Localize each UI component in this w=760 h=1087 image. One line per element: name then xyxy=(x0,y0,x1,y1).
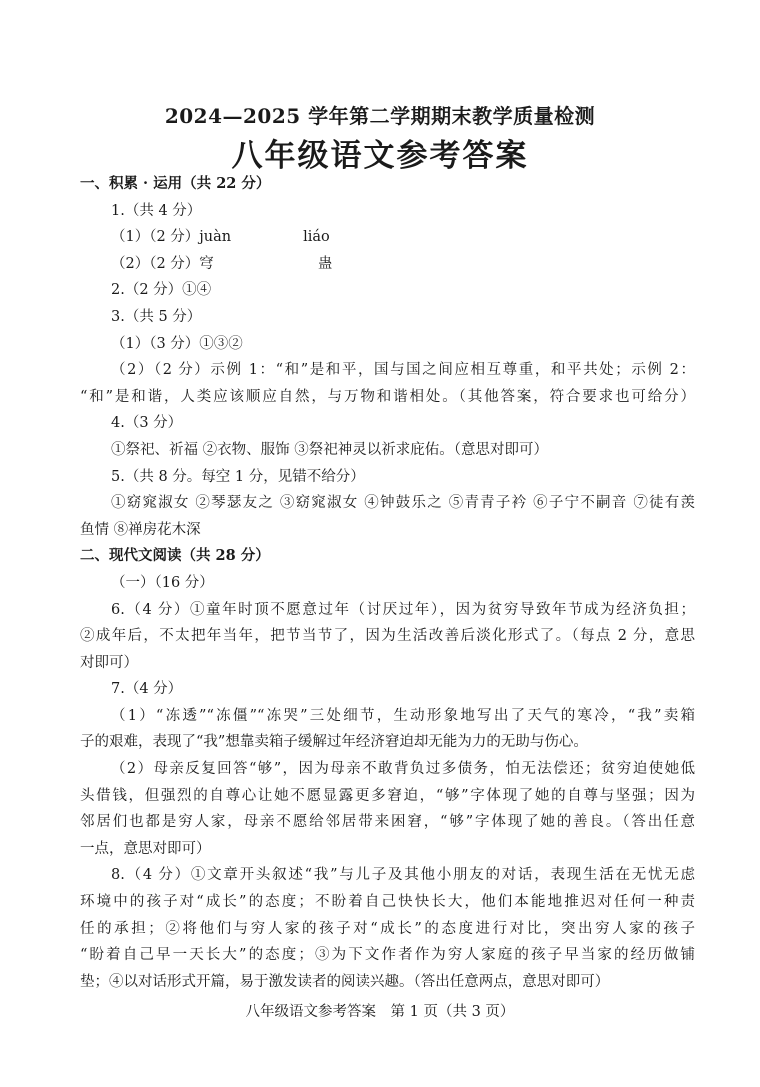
q4-answer: ①祭祀、祈福 ②衣物、服饰 ③祭祀神灵以祈求庇佑。（意思对即可） xyxy=(111,441,548,458)
q4-header: 4.（3 分） xyxy=(111,415,183,432)
q1-header: 1.（共 4 分） xyxy=(111,202,202,219)
q2-answer: 2.（2 分）①④ xyxy=(111,282,212,299)
q7-part1-line2: 子的艰难，表现了“我”想靠卖箱子缓解过年经济窘迫却无能为力的无助与伤心。 xyxy=(80,734,588,751)
q3-header: 3.（共 5 分） xyxy=(111,308,202,325)
q5-answer-line2: 鱼情 ⑧禅房花木深 xyxy=(80,521,201,538)
q7-header: 7.（4 分） xyxy=(111,681,183,698)
page-footer: 八年级语文参考答案 第 1 页（共 3 页） xyxy=(245,1004,515,1020)
q8-line2: 环境中的孩子对“成长”的态度；不盼着自己快快长大，他们本能地推迟对任何一种责 xyxy=(80,894,695,911)
q6-line1: 6.（4 分）①童年时顶不愿意过年（讨厌过年），因为贫穷导致年节成为经济负担； xyxy=(111,601,695,618)
q8-line4: “盼着自己早一天长大”的态度；③为下文作者作为穷人家庭的孩子早当家的经历做铺 xyxy=(80,947,695,964)
q7-part2-line2: 头借钱，但强烈的自尊心让她不愿显露更多窘迫，“够”字体现了她的自尊与坚强；因为 xyxy=(80,787,695,804)
document-title: 八年级语文参考答案 xyxy=(231,138,529,174)
section-heading-1: 一、积累 · 运用（共 22 分） xyxy=(80,175,271,192)
q7-part2-line1: （2）母亲反复回答“够”，因为母亲不敢背负过多债务，怕无法偿还；贫穷迫使她低 xyxy=(111,761,695,778)
q8-line3: 任的承担；②将他们与穷人家的孩子对“成长”的态度进行对比，突出穷人家的孩子 xyxy=(80,920,695,937)
q3-part2-line1: （2）（2 分）示例 1：“和”是和平，国与国之间应相互尊重，和平共处；示例 2： xyxy=(111,362,695,379)
q3-part2-line2: “和”是和谐，人类应该顺应自然，与万物和谐相处。（其他答案，符合要求也可给分） xyxy=(80,388,695,405)
q5-header: 5.（共 8 分。每空 1 分，见错不给分） xyxy=(111,468,365,485)
q3-part1: （1）（3 分）①③② xyxy=(111,335,243,352)
q1-part2-answer-b: 蛊 xyxy=(317,255,333,272)
q8-line5: 垫；④以对话形式开篇，易于激发读者的阅读兴趣。（答出任意两点，意思对即可） xyxy=(80,973,610,990)
q1-part1 xyxy=(80,224,695,251)
q7-part1-line1: （1）“冻透”“冻僵”“冻哭”三处细节，生动形象地写出了天气的寒冷，“我”卖箱 xyxy=(111,707,695,724)
q7-part2-line3: 邻居们也都是穷人家，母亲不愿给邻居带来困窘，“够”字体现了她的善良。（答出任意 xyxy=(80,814,695,831)
q6-line3: 对即可） xyxy=(80,654,138,671)
q1-part2 xyxy=(80,251,695,278)
part1-header: （一）（16 分） xyxy=(111,574,214,591)
q5-answer-line1: ①窈窕淑女 ②琴瑟友之 ③窈窕淑女 ④钟鼓乐之 ⑤青青子衿 ⑥子宁不嗣音 ⑦徒有羡 xyxy=(111,495,695,512)
answer-content xyxy=(80,171,695,995)
q8-line1: 8.（4 分）①文章开头叙述“我”与儿子及其他小朋友的对话，表现生活在无忧无虑 xyxy=(111,867,695,884)
section-heading-2: 二、现代文阅读（共 28 分） xyxy=(80,547,270,565)
q1-part1-label: （1）（2 分）juàn xyxy=(111,229,232,246)
q7-part2-line4: 一点，意思对即可） xyxy=(80,840,211,857)
q6-line2: ②成年后，不太把年当年，把节当节了，因为生活改善后淡化形式了。（每点 2 分，意思 xyxy=(80,628,695,645)
q1-part2-label: （2）（2 分）穹 xyxy=(111,255,214,272)
exam-title: 2024—2025 学年第二学期期末教学质量检测 xyxy=(164,104,596,128)
q1-part1-answer-b: liáo xyxy=(303,229,330,246)
